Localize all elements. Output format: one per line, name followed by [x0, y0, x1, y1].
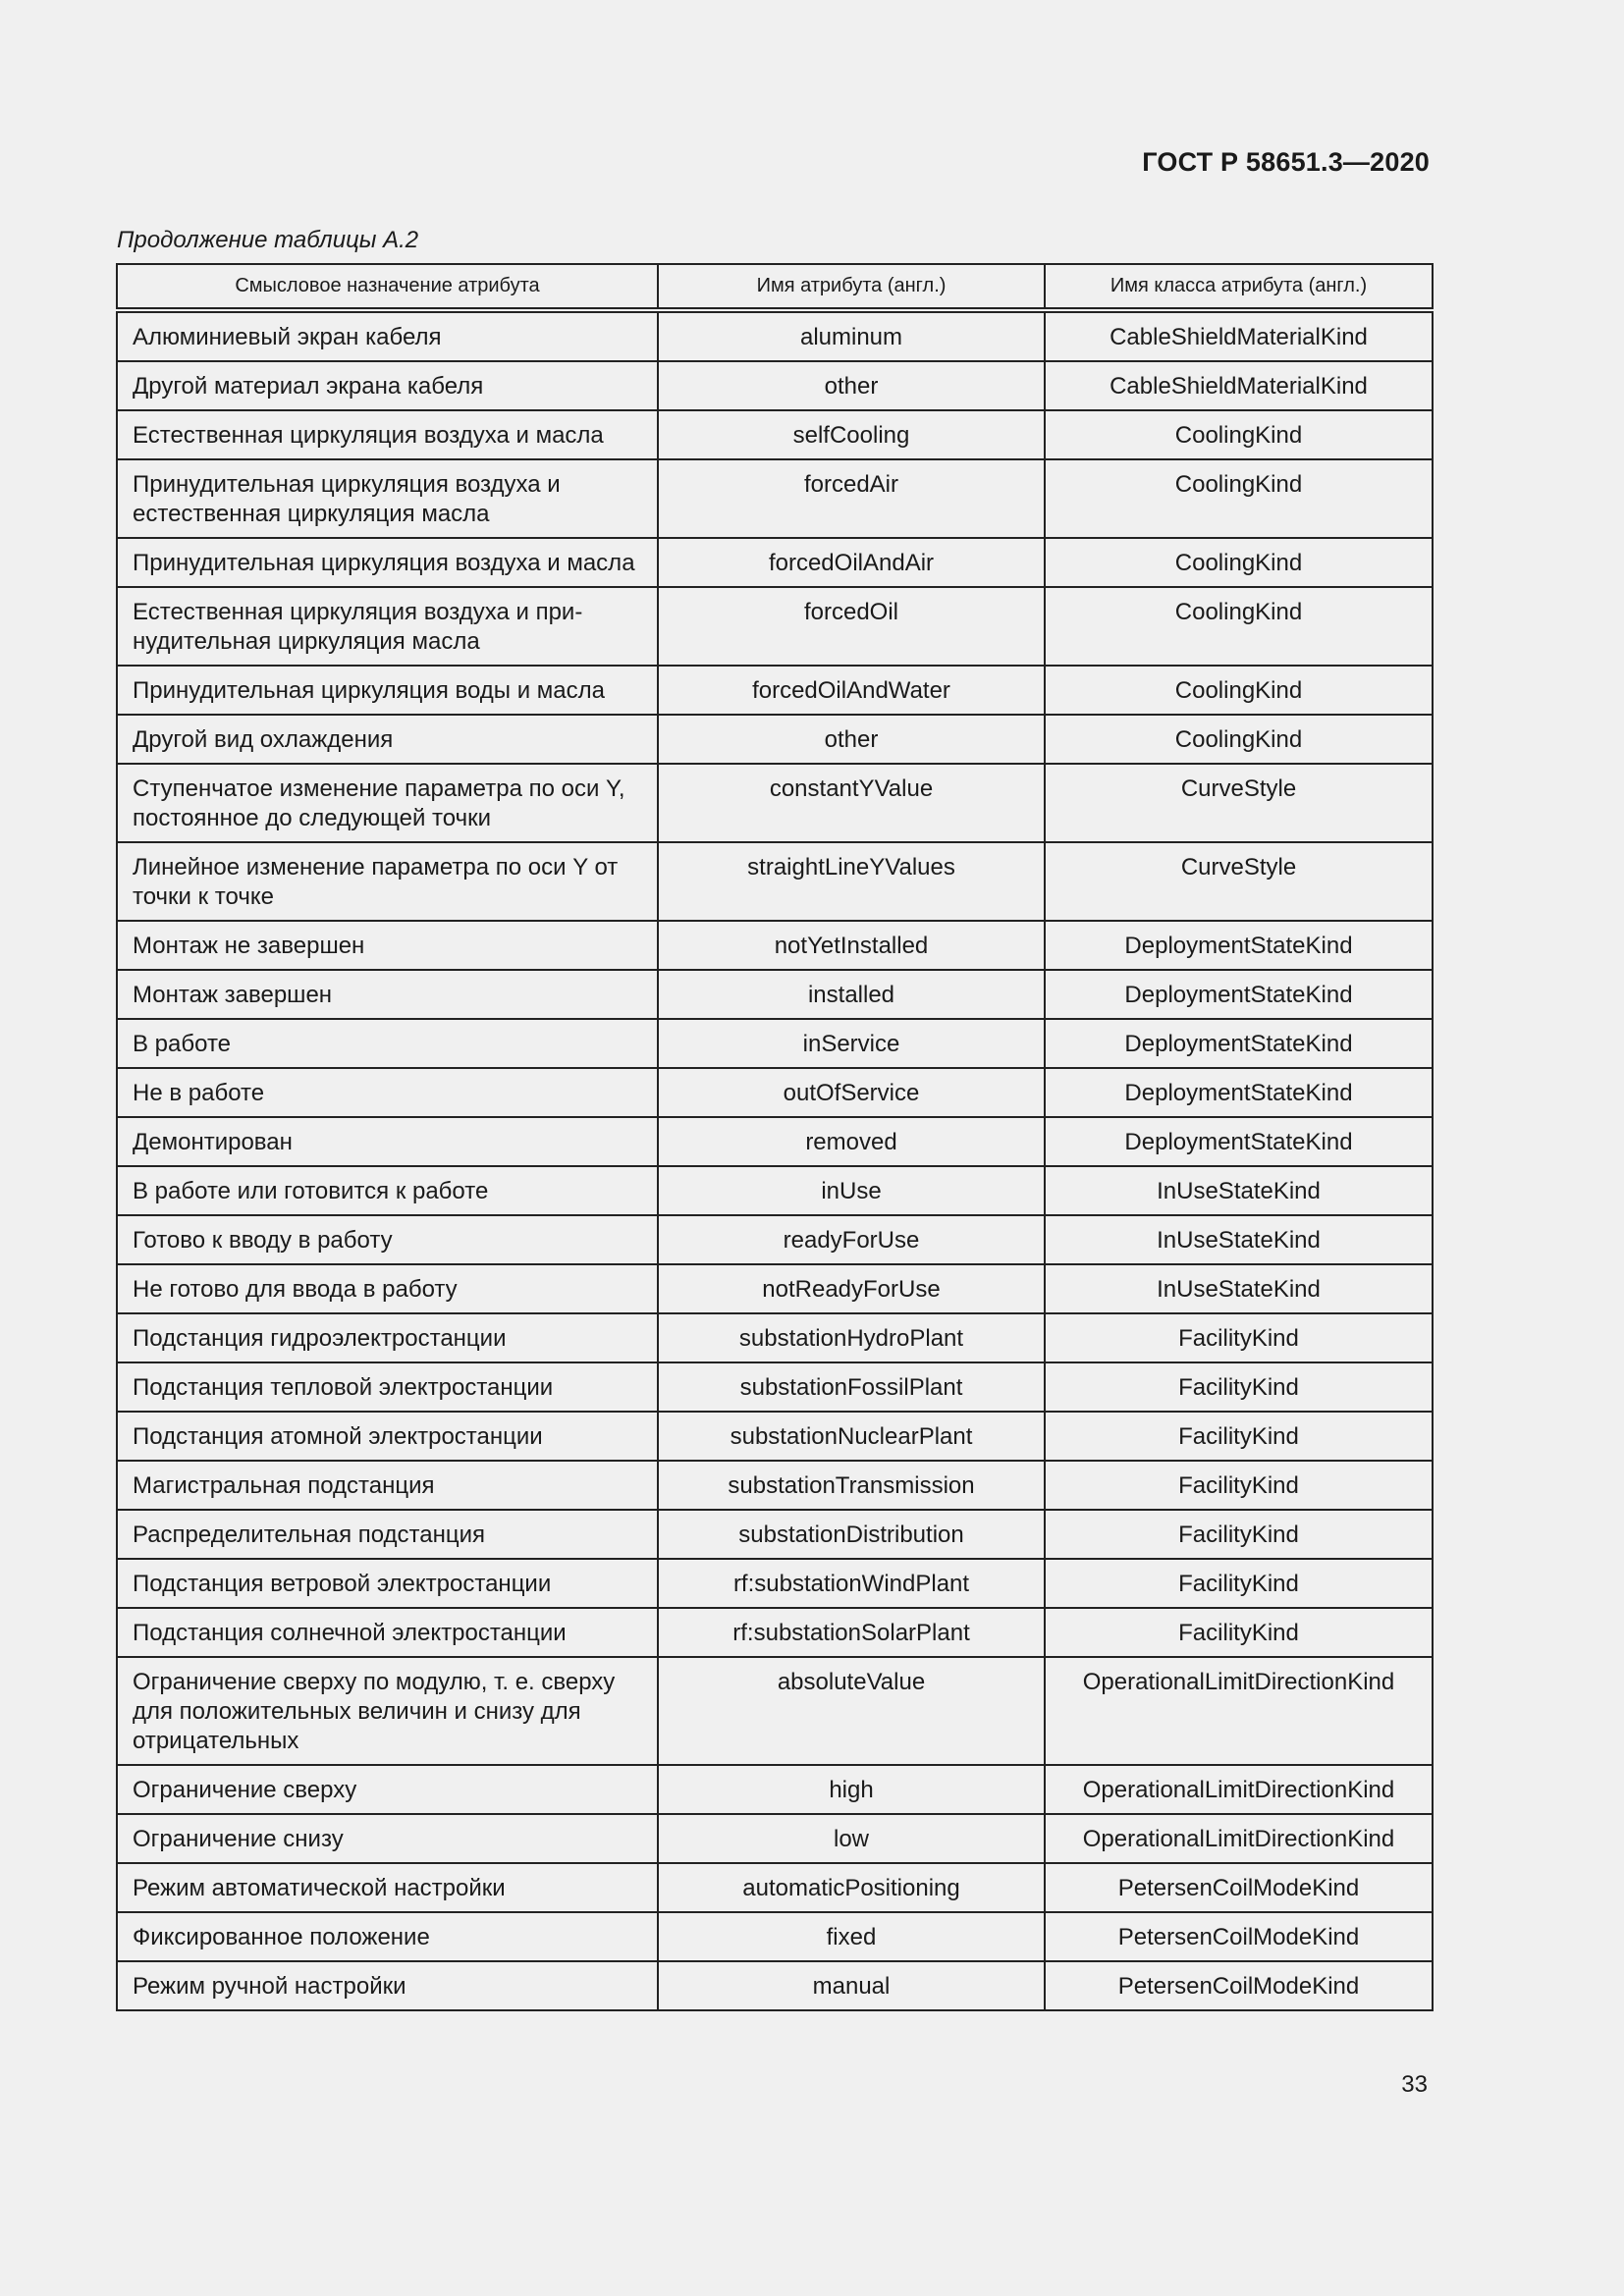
cell-attribute-name: high: [658, 1765, 1045, 1814]
cell-attribute-class: DeploymentStateKind: [1045, 970, 1433, 1019]
cell-attribute-class: PetersenCoilModeKind: [1045, 1961, 1433, 2010]
cell-attribute-purpose: Фиксированное положение: [117, 1912, 658, 1961]
table-body: [117, 310, 1433, 2010]
cell-attribute-purpose: Подстанция гидроэлектростанции: [117, 1313, 658, 1362]
cell-attribute-purpose: В работе: [117, 1019, 658, 1068]
cell-attribute-purpose: Ограничение снизу: [117, 1814, 658, 1863]
cell-attribute-name: rf:substationWindPlant: [658, 1559, 1045, 1608]
cell-attribute-name: installed: [658, 970, 1045, 1019]
cell-attribute-purpose: Монтаж не завершен: [117, 921, 658, 970]
table-row: [117, 1765, 1433, 1814]
column-header-class-name: Имя класса атрибута (англ.): [1045, 264, 1433, 310]
table-row: [117, 1608, 1433, 1657]
cell-attribute-purpose: Не в работе: [117, 1068, 658, 1117]
cell-attribute-purpose: Алюминиевый экран кабеля: [117, 310, 658, 361]
cell-attribute-class: FacilityKind: [1045, 1362, 1433, 1412]
cell-attribute-class: CurveStyle: [1045, 764, 1433, 842]
cell-attribute-class: FacilityKind: [1045, 1461, 1433, 1510]
table-row: [117, 970, 1433, 1019]
cell-attribute-class: FacilityKind: [1045, 1608, 1433, 1657]
cell-attribute-class: CoolingKind: [1045, 538, 1433, 587]
cell-attribute-name: forcedOilAndWater: [658, 666, 1045, 715]
table-row: [117, 1313, 1433, 1362]
cell-attribute-class: PetersenCoilModeKind: [1045, 1912, 1433, 1961]
cell-attribute-class: DeploymentStateKind: [1045, 1117, 1433, 1166]
cell-attribute-purpose: Не готово для ввода в работу: [117, 1264, 658, 1313]
table-row: [117, 310, 1433, 361]
cell-attribute-name: forcedOil: [658, 587, 1045, 666]
cell-attribute-name: removed: [658, 1117, 1045, 1166]
cell-attribute-purpose: Другой вид охлаждения: [117, 715, 658, 764]
cell-attribute-purpose: Ограничение сверху по модулю, т. е. сверху для положительных величин и снизу для отрицательных: [117, 1657, 658, 1765]
table-row: [117, 921, 1433, 970]
cell-attribute-name: forcedAir: [658, 459, 1045, 538]
cell-attribute-class: CoolingKind: [1045, 587, 1433, 666]
cell-attribute-name: manual: [658, 1961, 1045, 2010]
cell-attribute-purpose: В работе или готовится к работе: [117, 1166, 658, 1215]
cell-attribute-name: other: [658, 361, 1045, 410]
table-row: [117, 1117, 1433, 1166]
cell-attribute-name: substationHydroPlant: [658, 1313, 1045, 1362]
cell-attribute-purpose: Ступенчатое изменение параметра по оси Y, постоянное до следующей точки: [117, 764, 658, 842]
cell-attribute-name: substationTransmission: [658, 1461, 1045, 1510]
cell-attribute-purpose: Подстанция атомной электростанции: [117, 1412, 658, 1461]
cell-attribute-name: notReadyForUse: [658, 1264, 1045, 1313]
cell-attribute-purpose: Другой материал экрана кабеля: [117, 361, 658, 410]
cell-attribute-purpose: Магистральная подстанция: [117, 1461, 658, 1510]
table-row: [117, 410, 1433, 459]
cell-attribute-class: OperationalLimitDirectionKind: [1045, 1765, 1433, 1814]
cell-attribute-name: readyForUse: [658, 1215, 1045, 1264]
table-caption: Продолжение таблицы А.2: [117, 227, 419, 253]
cell-attribute-class: CableShieldMaterialKind: [1045, 310, 1433, 361]
cell-attribute-purpose: Принудительная циркуляция воды и масла: [117, 666, 658, 715]
cell-attribute-purpose: Подстанция ветровой электростанции: [117, 1559, 658, 1608]
cell-attribute-class: CoolingKind: [1045, 459, 1433, 538]
cell-attribute-class: CoolingKind: [1045, 666, 1433, 715]
cell-attribute-name: fixed: [658, 1912, 1045, 1961]
cell-attribute-purpose: Принудительная циркуляция воздуха и естественная циркуляция масла: [117, 459, 658, 538]
cell-attribute-name: substationNuclearPlant: [658, 1412, 1045, 1461]
cell-attribute-class: DeploymentStateKind: [1045, 1019, 1433, 1068]
cell-attribute-purpose: Ограничение сверху: [117, 1765, 658, 1814]
table-row: [117, 1019, 1433, 1068]
cell-attribute-class: FacilityKind: [1045, 1412, 1433, 1461]
table-row: [117, 1961, 1433, 2010]
cell-attribute-name: automaticPositioning: [658, 1863, 1045, 1912]
cell-attribute-purpose: Подстанция тепловой электростанции: [117, 1362, 658, 1412]
cell-attribute-name: inUse: [658, 1166, 1045, 1215]
cell-attribute-purpose: Распределительная подстанция: [117, 1510, 658, 1559]
table-row: [117, 1657, 1433, 1765]
table-row: [117, 361, 1433, 410]
table-row: [117, 1814, 1433, 1863]
table-row: [117, 1166, 1433, 1215]
column-header-purpose: Смысловое назначение атрибута: [117, 264, 658, 310]
cell-attribute-class: FacilityKind: [1045, 1559, 1433, 1608]
table-row: [117, 1559, 1433, 1608]
cell-attribute-purpose: Режим ручной настройки: [117, 1961, 658, 2010]
cell-attribute-purpose: Готово к вводу в работу: [117, 1215, 658, 1264]
table-row: [117, 1912, 1433, 1961]
cell-attribute-purpose: Монтаж завершен: [117, 970, 658, 1019]
cell-attribute-purpose: Естественная циркуляция воздуха и масла: [117, 410, 658, 459]
cell-attribute-purpose: Линейное изменение параметра по оси Y от точки к точке: [117, 842, 658, 921]
table-row: [117, 1461, 1433, 1510]
cell-attribute-purpose: Режим автоматической настройки: [117, 1863, 658, 1912]
table-row: [117, 1264, 1433, 1313]
cell-attribute-purpose: Подстанция солнечной электростанции: [117, 1608, 658, 1657]
cell-attribute-class: FacilityKind: [1045, 1510, 1433, 1559]
table-row: [117, 1863, 1433, 1912]
table-row: [117, 1215, 1433, 1264]
cell-attribute-name: low: [658, 1814, 1045, 1863]
cell-attribute-class: CoolingKind: [1045, 715, 1433, 764]
cell-attribute-class: InUseStateKind: [1045, 1166, 1433, 1215]
cell-attribute-name: substationDistribution: [658, 1510, 1045, 1559]
table-row: [117, 587, 1433, 666]
cell-attribute-name: substationFossilPlant: [658, 1362, 1045, 1412]
cell-attribute-name: rf:substationSolarPlant: [658, 1608, 1045, 1657]
document-code: ГОСТ Р 58651.3—2020: [1142, 147, 1430, 177]
page-number: 33: [1401, 2071, 1428, 2098]
cell-attribute-name: absoluteValue: [658, 1657, 1045, 1765]
header-row: [117, 264, 1433, 310]
table-row: [117, 538, 1433, 587]
cell-attribute-class: InUseStateKind: [1045, 1215, 1433, 1264]
table-row: [117, 715, 1433, 764]
cell-attribute-class: CoolingKind: [1045, 410, 1433, 459]
cell-attribute-class: DeploymentStateKind: [1045, 921, 1433, 970]
table-row: [117, 459, 1433, 538]
table-row: [117, 764, 1433, 842]
table-row: [117, 666, 1433, 715]
table-header: [117, 264, 1433, 310]
attribute-table: [116, 263, 1434, 2011]
table-row: [117, 1510, 1433, 1559]
cell-attribute-class: PetersenCoilModeKind: [1045, 1863, 1433, 1912]
cell-attribute-class: CableShieldMaterialKind: [1045, 361, 1433, 410]
cell-attribute-class: OperationalLimitDirectionKind: [1045, 1814, 1433, 1863]
cell-attribute-name: notYetInstalled: [658, 921, 1045, 970]
cell-attribute-name: outOfService: [658, 1068, 1045, 1117]
cell-attribute-name: selfCooling: [658, 410, 1045, 459]
cell-attribute-purpose: Принудительная циркуляция воздуха и масла: [117, 538, 658, 587]
table-row: [117, 1412, 1433, 1461]
cell-attribute-name: constantYValue: [658, 764, 1045, 842]
cell-attribute-purpose: Естественная циркуляция воздуха и при-нудительная циркуляция масла: [117, 587, 658, 666]
cell-attribute-name: straightLineYValues: [658, 842, 1045, 921]
cell-attribute-class: OperationalLimitDirectionKind: [1045, 1657, 1433, 1765]
cell-attribute-purpose: Демонтирован: [117, 1117, 658, 1166]
cell-attribute-name: other: [658, 715, 1045, 764]
cell-attribute-class: CurveStyle: [1045, 842, 1433, 921]
cell-attribute-name: forcedOilAndAir: [658, 538, 1045, 587]
column-header-attribute-name: Имя атрибута (англ.): [658, 264, 1045, 310]
table-row: [117, 1068, 1433, 1117]
cell-attribute-class: DeploymentStateKind: [1045, 1068, 1433, 1117]
cell-attribute-class: FacilityKind: [1045, 1313, 1433, 1362]
cell-attribute-name: inService: [658, 1019, 1045, 1068]
table-row: [117, 842, 1433, 921]
table-row: [117, 1362, 1433, 1412]
cell-attribute-name: aluminum: [658, 310, 1045, 361]
cell-attribute-class: InUseStateKind: [1045, 1264, 1433, 1313]
